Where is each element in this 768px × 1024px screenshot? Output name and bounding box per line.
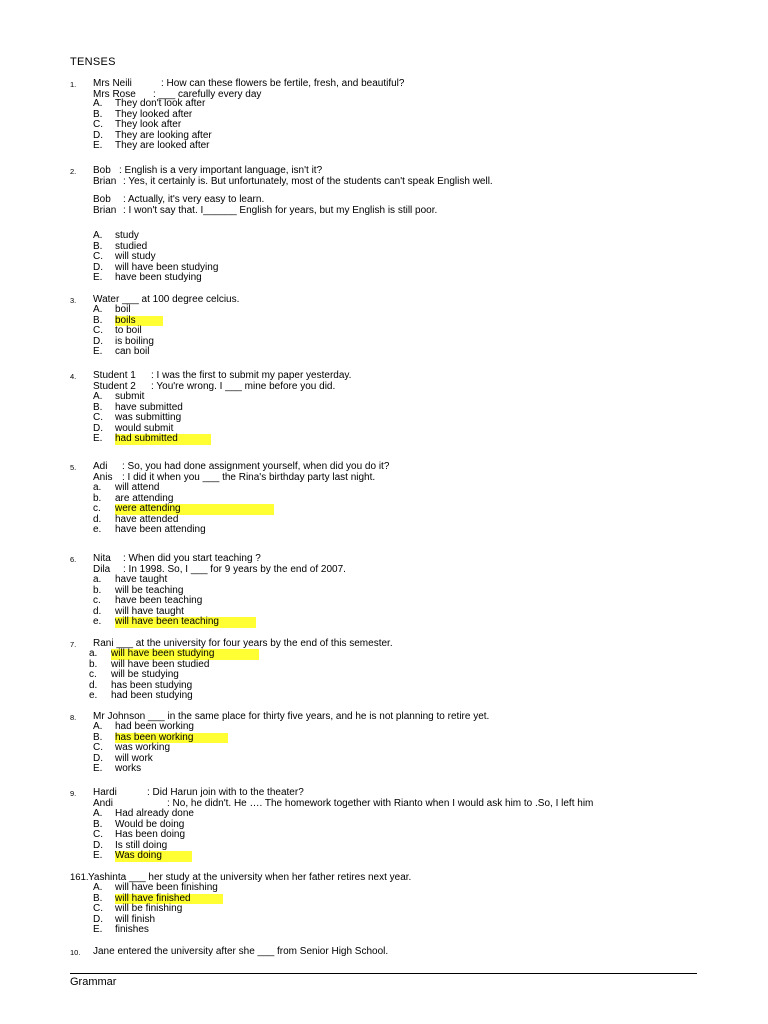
question-number: 10. <box>70 948 81 957</box>
dialogue-text: : How can these flowers be fertile, fresh, and beautiful? <box>161 78 405 89</box>
options-list <box>93 809 194 862</box>
option-text-highlighted: were attending <box>115 504 274 515</box>
option-letter: B. <box>93 108 103 120</box>
option-letter: D. <box>93 261 103 273</box>
option-letter: A. <box>93 721 103 732</box>
question-text: Yashinta ___ her study at the university when her father retires next year. <box>88 872 412 883</box>
dialogue-line <box>93 553 261 564</box>
dialogue-text: : Did Harun join with to the theater? <box>147 787 304 798</box>
option-letter: B. <box>93 401 103 413</box>
option-text-highlighted: has been working <box>115 733 228 744</box>
option-text: will finish <box>115 913 156 925</box>
option-text: Has been doing <box>115 829 186 841</box>
question-number: 4. <box>70 372 77 381</box>
option-text-highlighted: had submitted <box>115 434 211 445</box>
option-text: Is still doing <box>115 839 168 851</box>
option-letter: C. <box>93 119 103 131</box>
option-text-highlighted: will have finished <box>115 894 223 905</box>
option-letter: b. <box>89 658 98 670</box>
option-letter: C. <box>93 412 103 424</box>
footer-divider <box>70 973 697 974</box>
option-text: will have been finishing <box>115 882 218 893</box>
answer-option <box>93 722 228 733</box>
option-text: works <box>115 763 142 775</box>
dialogue-text: : I won't say that. I______ English for years, but my English is still poor. <box>123 205 438 216</box>
option-text: was working <box>115 742 171 754</box>
options-list <box>93 483 274 536</box>
question-number: 2. <box>70 167 77 176</box>
option-letter: a. <box>89 648 98 659</box>
answer-option <box>93 904 223 915</box>
dialogue-line <box>93 787 304 798</box>
dialogue-text: : Yes, it certainly is. But unfortunately, most of the students can't speak English well. <box>123 176 493 187</box>
speaker-name: Bob <box>93 165 111 176</box>
options-list <box>93 883 223 936</box>
option-text-highlighted: boils <box>115 316 163 327</box>
option-letter: D. <box>93 422 103 434</box>
option-text: boil <box>115 304 131 315</box>
option-text: have been teaching <box>115 595 203 607</box>
option-text: finishes <box>115 924 149 936</box>
option-letter: a. <box>93 482 102 493</box>
answer-option <box>93 347 163 358</box>
option-text: will work <box>115 752 153 764</box>
question-number: 8. <box>70 713 77 722</box>
dialogue-text: : You're wrong. I ___ mine before you did. <box>151 381 336 392</box>
answer-option <box>93 617 256 628</box>
option-text: They look after <box>115 119 182 131</box>
dialogue-line <box>93 205 437 216</box>
option-letter: E. <box>93 763 103 775</box>
dialogue-text: : So, you had done assignment yourself, when did you do it? <box>122 461 390 472</box>
option-letter: b. <box>93 492 102 504</box>
option-letter: C. <box>93 829 103 841</box>
option-text: will attend <box>115 482 160 493</box>
speaker-name: Student 1 <box>93 370 136 381</box>
speaker-name: Mrs Rose <box>93 89 136 100</box>
option-letter: C. <box>93 325 103 337</box>
option-text: had been studying <box>111 690 193 702</box>
option-text-highlighted: Was doing <box>115 851 192 862</box>
option-letter: D. <box>93 839 103 851</box>
option-letter: E. <box>93 850 103 862</box>
dialogue-line <box>93 370 351 381</box>
option-letter: c. <box>93 595 101 607</box>
dialogue-line <box>93 176 493 187</box>
answer-option <box>93 851 194 862</box>
question-number: 7. <box>70 640 77 649</box>
question-number: 9. <box>70 789 77 798</box>
option-text: They don't look after <box>115 98 206 109</box>
option-letter: D. <box>93 913 103 925</box>
option-letter: c. <box>93 503 101 515</box>
dialogue-text: : English is a very important language, isn't it? <box>119 165 323 176</box>
option-letter: E. <box>93 924 103 936</box>
page-title: TENSES <box>70 56 116 68</box>
dialogue-text: : ___ carefully every day <box>153 89 262 100</box>
option-letter: E. <box>93 346 103 358</box>
option-text: They looked after <box>115 108 193 120</box>
option-text: will study <box>115 251 156 263</box>
options-list <box>93 722 228 775</box>
dialogue-text: : In 1998. So, I ___ for 9 years by the end of 2007. <box>123 564 346 575</box>
option-text: are attending <box>115 492 174 504</box>
dialogue-line <box>93 78 404 89</box>
option-letter: B. <box>93 818 103 830</box>
options-list <box>93 305 163 358</box>
speaker-name: Hardi <box>93 787 117 798</box>
answer-option <box>93 273 218 284</box>
option-text: have attended <box>115 513 179 525</box>
option-letter: A. <box>93 230 103 241</box>
option-text: would submit <box>115 422 174 434</box>
question-number: 3. <box>70 296 77 305</box>
option-letter: A. <box>93 304 103 315</box>
option-letter: E. <box>93 272 103 284</box>
dialogue-text: : When did you start teaching ? <box>123 553 261 564</box>
answer-option <box>93 743 228 754</box>
option-text: will have been studied <box>111 658 210 670</box>
option-text: have submitted <box>115 401 183 413</box>
option-letter: C. <box>93 742 103 754</box>
dialogue-text: : Actually, it's very easy to learn. <box>123 194 265 205</box>
option-letter: A. <box>93 391 103 402</box>
option-text: studied <box>115 240 148 252</box>
question-text: Jane entered the university after she ___ from Senior High School. <box>93 946 389 957</box>
option-text-highlighted: will have been teaching <box>115 617 256 628</box>
option-letter: A. <box>93 98 103 109</box>
option-text: will be finishing <box>115 903 183 915</box>
speaker-name: Adi <box>93 461 108 472</box>
answer-option <box>89 691 259 702</box>
dialogue-line <box>93 165 322 176</box>
answer-option <box>93 925 223 936</box>
option-letter: D. <box>93 129 103 141</box>
question-text: Water ___ at 100 degree celcius. <box>93 294 240 305</box>
option-text: have been attending <box>115 524 206 536</box>
answer-option <box>93 754 228 765</box>
option-letter: A. <box>93 808 103 819</box>
option-text: They are looked after <box>115 140 210 152</box>
option-letter: D. <box>93 752 103 764</box>
option-text: will have been studying <box>115 261 219 273</box>
option-letter: C. <box>93 903 103 915</box>
dialogue-text: : I was the first to submit my paper yesterday. <box>151 370 352 381</box>
option-text: will be studying <box>111 669 179 681</box>
speaker-name: Anis <box>93 472 113 483</box>
option-letter: B. <box>93 892 103 904</box>
answer-option <box>93 141 212 152</box>
dialogue-text: : I did it when you ___ the Rina's birthday party last night. <box>122 472 376 483</box>
options-list <box>93 392 211 445</box>
option-letter: a. <box>93 574 102 585</box>
option-letter: e. <box>93 616 102 628</box>
footer-label: Grammar <box>70 976 117 988</box>
question-number: 6. <box>70 555 77 564</box>
speaker-name: Nita <box>93 553 111 564</box>
option-letter: A. <box>93 882 103 893</box>
option-letter: B. <box>93 731 103 743</box>
option-text: will have taught <box>115 605 184 617</box>
option-text: have been studying <box>115 272 202 284</box>
dialogue-line <box>93 194 264 205</box>
answer-option <box>93 883 223 894</box>
option-letter: c. <box>89 669 97 681</box>
options-list <box>93 575 256 628</box>
question-number: 161. <box>70 872 89 883</box>
option-letter: b. <box>93 584 102 596</box>
option-text: submit <box>115 391 145 402</box>
option-letter: d. <box>89 679 98 691</box>
question-number: 1. <box>70 80 77 89</box>
option-letter: E. <box>93 140 103 152</box>
option-text: was submitting <box>115 412 182 424</box>
option-letter: C. <box>93 251 103 263</box>
question-text: Rani ___ at the university for four years by the end of this semester. <box>93 638 393 649</box>
option-letter: D. <box>93 335 103 347</box>
option-letter: E. <box>93 433 103 445</box>
option-text-highlighted: will have been studying <box>111 649 259 660</box>
option-letter: d. <box>93 605 102 617</box>
speaker-name: Bob <box>93 194 111 205</box>
option-text: Would be doing <box>115 818 185 830</box>
speaker-name: Andi <box>93 798 114 809</box>
option-text: had been working <box>115 721 194 732</box>
option-text: to boil <box>115 325 142 337</box>
answer-option <box>93 305 163 316</box>
dialogue-text: : No, he didn't. He …. The homework together with Rianto when I would ask him to .So, I left him <box>167 798 594 809</box>
speaker-name: Mrs Neili <box>93 78 132 89</box>
speaker-name: Brian <box>93 205 117 216</box>
option-letter: d. <box>93 513 102 525</box>
answer-option <box>93 434 211 445</box>
option-text: will be teaching <box>115 584 184 596</box>
answer-option <box>93 231 218 242</box>
option-text: can boil <box>115 346 150 358</box>
option-letter: B. <box>93 314 103 326</box>
question-number: 5. <box>70 463 77 472</box>
options-list <box>93 231 218 284</box>
option-letter: e. <box>93 524 102 536</box>
options-list <box>89 649 259 702</box>
question-text: Mr Johnson ___ in the same place for thirty five years, and he is not planning to retire yet. <box>93 711 490 722</box>
speaker-name: Brian <box>93 176 117 187</box>
option-text: study <box>115 230 139 241</box>
option-letter: B. <box>93 240 103 252</box>
answer-option <box>93 915 223 926</box>
option-text: They are looking after <box>115 129 212 141</box>
option-text: has been studying <box>111 679 193 691</box>
option-text: have taught <box>115 574 168 585</box>
option-text: Had already done <box>115 808 194 819</box>
answer-option <box>93 764 228 775</box>
dialogue-line <box>93 461 389 472</box>
options-list <box>93 99 212 152</box>
option-letter: e. <box>89 690 98 702</box>
answer-option <box>93 525 274 536</box>
speaker-name: Dila <box>93 564 111 575</box>
speaker-name: Student 2 <box>93 381 136 392</box>
option-text: is boiling <box>115 335 154 347</box>
